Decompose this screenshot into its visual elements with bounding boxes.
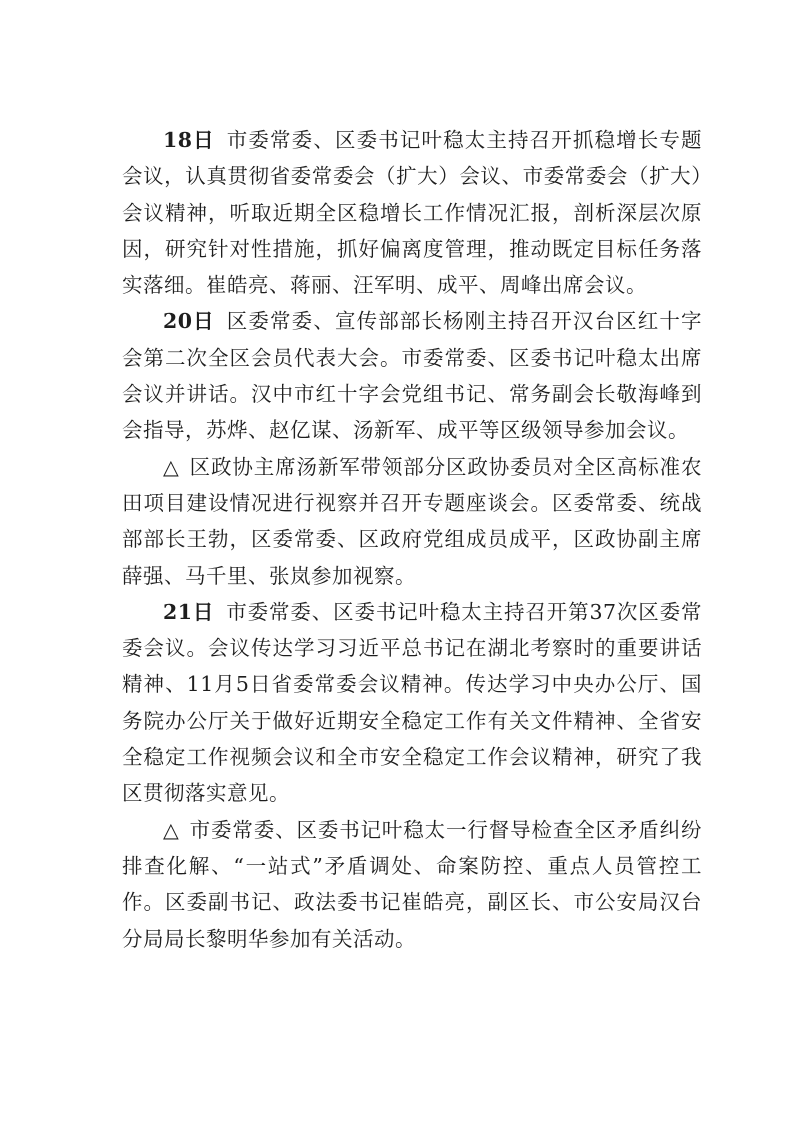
- entry-date: 20日: [163, 309, 215, 334]
- entry-text: 市委常委、区委书记叶稳太主持召开抓稳增长专题会议，认真贯彻省委常委会（扩大）会议、市委常委会（扩大）会议精神，听取近期全区稳增长工作情况汇报，剖析深层次原因，研究针对性措施，抓好偏离度管理，推动既定目标任务落实落细。崔皓亮、蒋丽、汪军明、成平、周峰出席会议。: [122, 128, 703, 298]
- entry-text: 区委常委、宣传部部长杨刚主持召开汉台区红十字会第二次全区会员代表大会。市委常委、区委书记叶稳太出席会议并讲话。汉中市红十字会党组书记、常务副会长敬海峰到会指导，苏烨、赵亿谋、汤新军、成平等区级领导参加会议。: [122, 309, 703, 443]
- entry-20: [122, 303, 702, 448]
- entry-date: 21日: [163, 599, 215, 624]
- entry-21: [122, 594, 702, 812]
- entry-21-sub: [122, 812, 702, 957]
- triangle-marker: △: [163, 454, 180, 479]
- entry-date: 18日: [163, 128, 215, 152]
- entry-text: 市委常委、区委书记叶稳太主持召开第37次区委常委会议。会议传达学习习近平总书记在湖北考察时的重要讲话精神、11月5日省委常委会议精神。传达学习中央办公厅、国务院办公厅关于做好近期安全稳定工作有关文件精神、全省安全稳定工作视频会议和全市安全稳定工作会议精神，研究了我区贯彻落实意见。: [122, 599, 702, 806]
- entry-18: [122, 122, 702, 303]
- entry-text: 市委常委、区委书记叶稳太一行督导检查全区矛盾纠纷排查化解、“一站式”矛盾调处、命案防控、重点人员管控工作。区委副书记、政法委书记崔皓亮，副区长、市公安局汉台分局局长黎明华参加有关活动。: [122, 817, 703, 951]
- chronicle-entries: [122, 122, 702, 957]
- entry-text: 区政协主席汤新军带领部分区政协委员对全区高标准农田项目建设情况进行视察并召开专题座谈会。区委常委、统战部部长王勃，区委常委、区政府党组成员成平，区政协副主席薛强、马千里、张岚参加视察。: [122, 454, 703, 588]
- triangle-marker: △: [163, 817, 180, 842]
- entry-20-sub: [122, 449, 702, 594]
